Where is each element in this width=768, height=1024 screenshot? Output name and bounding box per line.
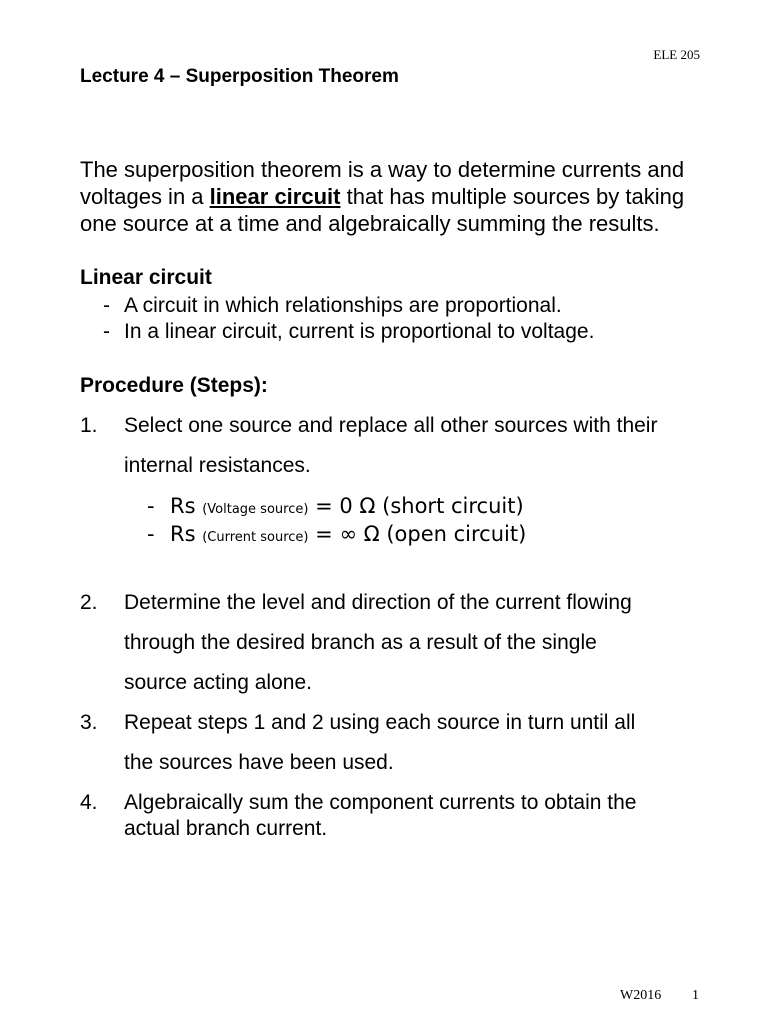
step-text-line: internal resistances.	[124, 454, 311, 477]
procedure-heading: Procedure (Steps):	[80, 374, 268, 397]
item-text: A circuit in which relationships are proportional.	[124, 294, 562, 317]
intro-line-2	[80, 184, 684, 210]
intro-line-3: one source at a time and algebraically summing the results.	[80, 211, 660, 236]
step-number: 1.	[80, 414, 98, 437]
lecture-title: Lecture 4 – Superposition Theorem	[80, 66, 399, 87]
step-text-line: Algebraically sum the component currents to obtain the	[124, 791, 637, 814]
linear-circuit-item	[103, 294, 562, 318]
step-text-line: Select one source and replace all other sources with their	[124, 414, 658, 437]
intro-line-2-start: voltages in a	[80, 184, 210, 209]
step-text-line: through the desired branch as a result of the single	[124, 631, 597, 654]
step-text-line: source acting alone.	[124, 671, 312, 694]
step-text-line: the sources have been used.	[124, 751, 394, 774]
rs-subscript: (Current source)	[202, 530, 309, 545]
rs-label: Rs	[170, 522, 203, 546]
rs-label: Rs	[170, 494, 203, 518]
intro-line-2-end: that has multiple sources by taking	[340, 184, 685, 209]
rs-subscript: (Voltage source)	[202, 502, 309, 517]
rs-current-source-item	[147, 522, 526, 546]
linear-circuit-item	[103, 320, 594, 344]
step-number: 4.	[80, 791, 98, 814]
rs-value: = 0 Ω (short circuit)	[308, 494, 524, 518]
step-text-line: actual branch current.	[124, 817, 328, 840]
page-number: 1	[692, 988, 699, 1003]
dash-bullet: -	[103, 294, 110, 317]
rs-voltage-source-item	[147, 494, 524, 518]
linear-circuit-heading: Linear circuit	[80, 266, 212, 289]
step-text-line: Determine the level and direction of the current flowing	[124, 591, 632, 614]
rs-value: = ∞ Ω (open circuit)	[308, 522, 527, 546]
dash-bullet: -	[103, 320, 110, 343]
step-number: 3.	[80, 711, 98, 734]
dash-bullet: -	[147, 494, 155, 518]
step-number: 2.	[80, 591, 98, 614]
dash-bullet: -	[147, 522, 155, 546]
item-text: In a linear circuit, current is proportional to voltage.	[124, 320, 595, 343]
course-code: ELE 205	[653, 47, 700, 62]
linear-circuit-term: linear circuit	[209, 184, 341, 209]
step-text-line: Repeat steps 1 and 2 using each source in turn until all	[124, 711, 636, 734]
intro-line-1: The superposition theorem is a way to determine currents and	[80, 157, 685, 182]
footer-date: W2016	[620, 988, 662, 1003]
